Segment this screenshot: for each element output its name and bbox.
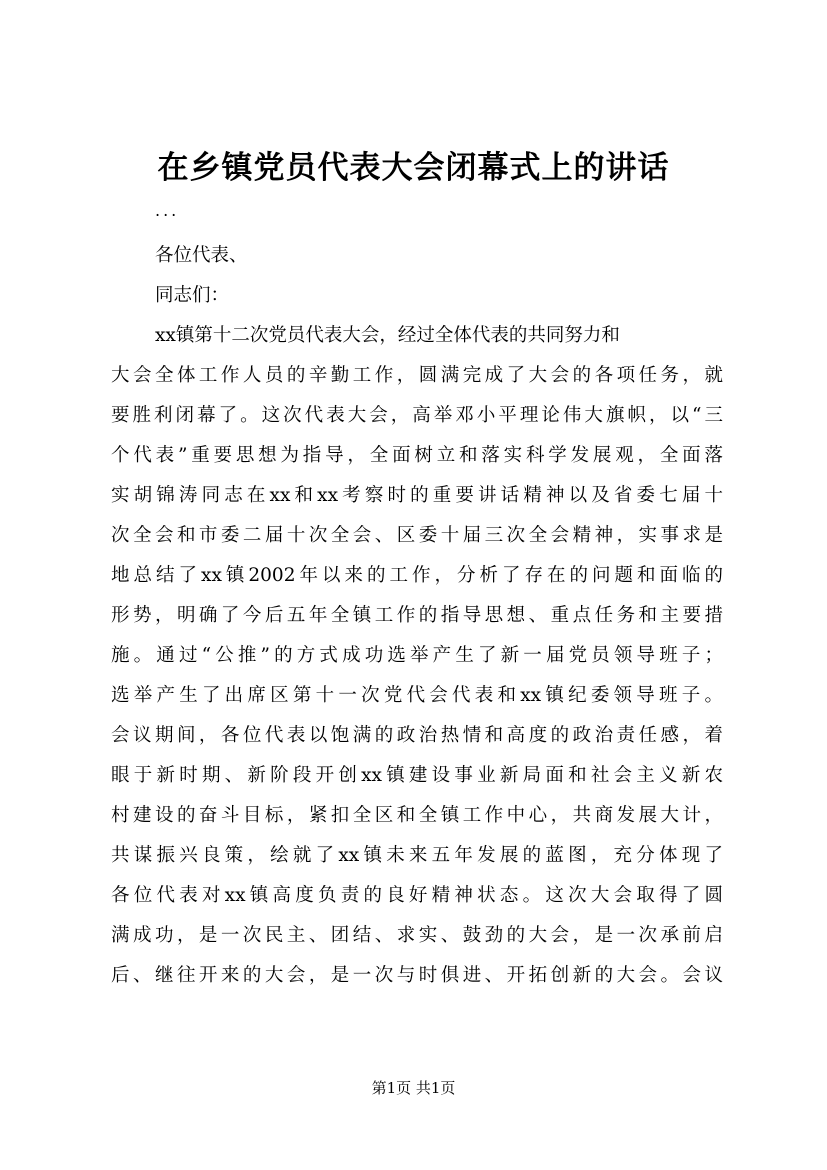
paragraph-line: 眼于新时期、新阶段开创xx镇建设事业新局面和社会主义新农 <box>111 765 723 786</box>
document-title: 在乡镇党员代表大会闭幕式上的讲话 <box>157 150 670 186</box>
paragraph-line: 满成功，是一次民主、团结、求实、鼓劲的大会，是一次承前启 <box>111 925 723 946</box>
paragraph-line: 选举产生了出席区第十一次党代会代表和xx镇纪委领导班子。 <box>111 685 723 706</box>
paragraph-line: 地总结了xx镇2002年以来的工作，分析了存在的问题和面临的 <box>111 565 723 586</box>
page-number-footer: 第1页 共1页 <box>371 1079 456 1097</box>
ellipsis-text: ... <box>155 201 180 220</box>
salutation-line: 同志们： <box>155 285 230 306</box>
paragraph-line: 施。通过“公推”的方式成功选举产生了新一届党员领导班子； <box>111 645 723 666</box>
paragraph-line: 各位代表对xx镇高度负责的良好精神状态。这次大会取得了圆 <box>111 885 723 906</box>
paragraph-line: 要胜利闭幕了。这次代表大会，高举邓小平理论伟大旗帜，以“三 <box>111 405 723 426</box>
paragraph-line: 会议期间，各位代表以饱满的政治热情和高度的政治责任感，着 <box>111 725 723 746</box>
paragraph-line: 共谋振兴良策，绘就了xx镇未来五年发展的蓝图，充分体现了 <box>111 845 723 866</box>
document-body <box>111 196 723 996</box>
paragraph-line: 后、继往开来的大会，是一次与时俱进、开拓创新的大会。会议 <box>111 965 723 986</box>
salutation-line: 各位代表、 <box>155 245 248 266</box>
paragraph-line: 个代表”重要思想为指导，全面树立和落实科学发展观，全面落 <box>111 445 723 466</box>
paragraph-line: 大会全体工作人员的辛勤工作，圆满完成了大会的各项任务，就 <box>111 365 723 386</box>
paragraph-line: 次全会和市委二届十次全会、区委十届三次全会精神，实事求是 <box>111 525 723 546</box>
paragraph-line: 村建设的奋斗目标，紧扣全区和全镇工作中心，共商发展大计， <box>111 805 723 826</box>
paragraph-line: 实胡锦涛同志在xx和xx考察时的重要讲话精神以及省委七届十 <box>111 485 723 506</box>
paragraph-line: xx镇第十二次党员代表大会，经过全体代表的共同努力和 <box>155 325 620 346</box>
paragraph-line: 形势，明确了今后五年全镇工作的指导思想、重点任务和主要措 <box>111 605 723 626</box>
